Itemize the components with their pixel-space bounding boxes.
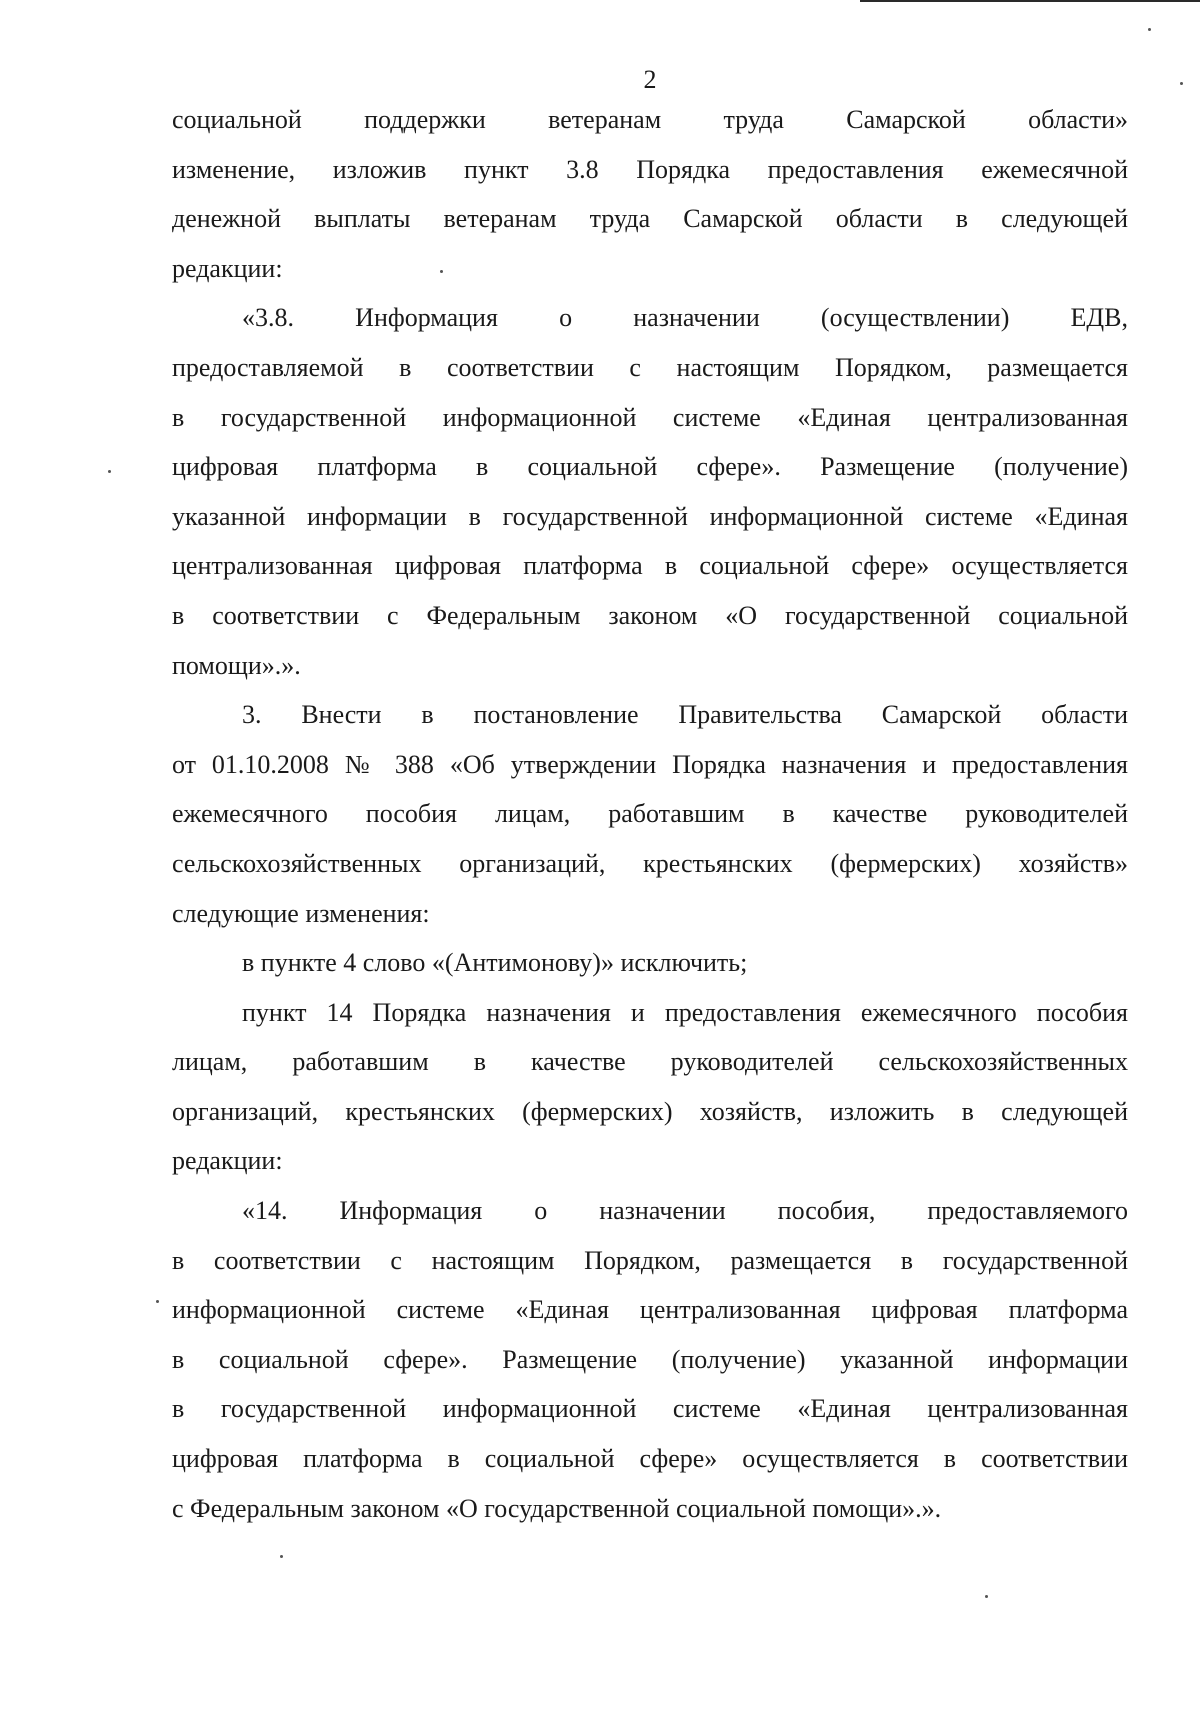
scan-speck bbox=[440, 270, 443, 273]
text-line: ежемесячного пособия лицам, работавшим в качестве руководителей bbox=[172, 799, 1128, 829]
text-line: редакции: bbox=[172, 1146, 283, 1176]
text-line: «3.8. Информация о назначении (осуществлении) ЕДВ, bbox=[242, 303, 1128, 333]
text-line: помощи».». bbox=[172, 650, 301, 680]
text-line: пункт 14 Порядка назначения и предоставления ежемесячного пособия bbox=[242, 997, 1128, 1027]
text-line: лицам, работавшим в качестве руководителей сельскохозяйственных bbox=[172, 1047, 1128, 1077]
text-line: от 01.10.2008 № 388 «Об утверждении Порядка назначения и предоставления bbox=[172, 749, 1128, 779]
scan-speck bbox=[108, 470, 111, 473]
text-line: предоставляемой в соответствии с настоящим Порядком, размещается bbox=[172, 352, 1128, 382]
text-line: 3. Внести в постановление Правительства Самарской области bbox=[242, 700, 1128, 730]
text-line: с Федеральным законом «О государственной социальной помощи».». bbox=[172, 1493, 942, 1523]
text-line: изменение, изложив пункт 3.8 Порядка предоставления ежемесячной bbox=[172, 154, 1128, 184]
top-rule bbox=[860, 0, 1200, 2]
text-line: информационной системе «Единая централизованная цифровая платформа bbox=[172, 1295, 1128, 1325]
scan-speck bbox=[1148, 28, 1151, 31]
text-line: цифровая платформа в социальной сфере» осуществляется в соответствии bbox=[172, 1444, 1128, 1474]
scan-speck bbox=[280, 1555, 283, 1558]
text-line: денежной выплаты ветеранам труда Самарской области в следующей bbox=[172, 204, 1128, 234]
text-line: в государственной информационной системе «Единая централизованная bbox=[172, 1394, 1128, 1424]
text-line: социальной поддержки ветеранам труда Самарской области» bbox=[172, 105, 1128, 134]
page-number: 2 bbox=[643, 65, 657, 94]
text-line: в соответствии с Федеральным законом «О государственной социальной bbox=[172, 600, 1128, 630]
scan-speck bbox=[156, 1300, 159, 1303]
text-line: редакции: bbox=[172, 253, 283, 283]
text-line: организаций, крестьянских (фермерских) хозяйств, изложить в следующей bbox=[172, 1096, 1128, 1126]
text-line: цифровая платформа в социальной сфере». Размещение (получение) bbox=[172, 452, 1128, 482]
text-line: указанной информации в государственной информационной системе «Единая bbox=[172, 501, 1128, 531]
text-line: следующие изменения: bbox=[172, 898, 430, 928]
text-line: в государственной информационной системе «Единая централизованная bbox=[172, 402, 1128, 432]
text-line: в пункте 4 слово «(Антимонову)» исключить; bbox=[242, 948, 748, 978]
text-line: сельскохозяйственных организаций, крестьянских (фермерских) хозяйств» bbox=[172, 848, 1128, 878]
text-line: централизованная цифровая платформа в социальной сфере» осуществляется bbox=[172, 551, 1128, 581]
scan-speck bbox=[1180, 82, 1183, 85]
scan-speck bbox=[985, 1595, 988, 1598]
document-body bbox=[172, 95, 1128, 1533]
text-line: «14. Информация о назначении пособия, предоставляемого bbox=[242, 1196, 1128, 1226]
text-line: в соответствии с настоящим Порядком, размещается в государственной bbox=[172, 1245, 1128, 1275]
text-line: в социальной сфере». Размещение (получение) указанной информации bbox=[172, 1344, 1128, 1374]
